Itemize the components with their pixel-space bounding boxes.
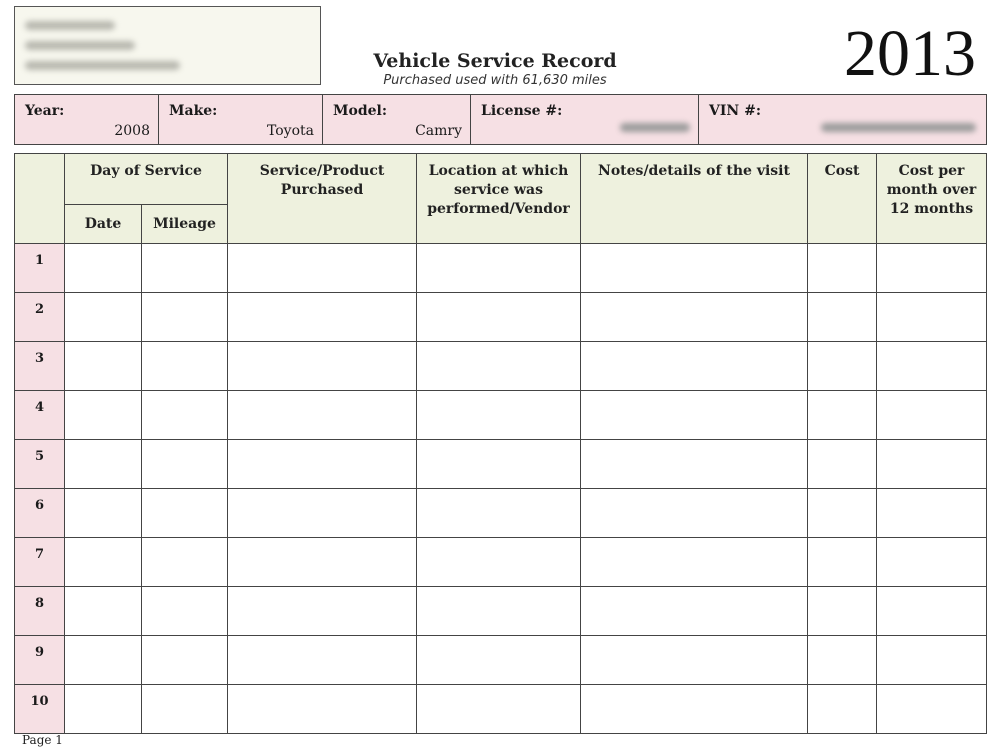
date-cell[interactable] [65, 293, 142, 342]
make-value: Toyota [267, 123, 314, 139]
redacted-vin-value [821, 123, 976, 132]
service-cell[interactable] [228, 440, 417, 489]
row-number: 3 [15, 342, 65, 391]
year-value: 2008 [114, 123, 150, 139]
cost-per-month-cell[interactable] [877, 636, 987, 685]
date-header: Date [65, 205, 142, 244]
cost-cell[interactable] [808, 538, 877, 587]
table-row [15, 440, 987, 489]
model-value: Camry [415, 123, 462, 139]
mileage-cell[interactable] [142, 685, 228, 734]
cost-cell[interactable] [808, 636, 877, 685]
date-cell[interactable] [65, 587, 142, 636]
location-cell[interactable] [417, 440, 581, 489]
vehicle-info-table [14, 94, 987, 145]
cost-per-month-cell[interactable] [877, 244, 987, 293]
redacted-address-box [14, 6, 321, 85]
mileage-header: Mileage [142, 205, 228, 244]
row-number: 8 [15, 587, 65, 636]
date-cell[interactable] [65, 342, 142, 391]
date-cell[interactable] [65, 391, 142, 440]
service-cell[interactable] [228, 342, 417, 391]
mileage-cell[interactable] [142, 342, 228, 391]
location-cell[interactable] [417, 244, 581, 293]
cost-cell[interactable] [808, 391, 877, 440]
location-cell[interactable] [417, 342, 581, 391]
cost-cell[interactable] [808, 440, 877, 489]
make-label: Make: [169, 103, 218, 119]
service-cell[interactable] [228, 587, 417, 636]
service-cell[interactable] [228, 489, 417, 538]
table-row [15, 636, 987, 685]
redacted-text-line [25, 41, 135, 50]
location-cell[interactable] [417, 685, 581, 734]
table-row [15, 489, 987, 538]
day-of-service-header: Day of Service [65, 154, 228, 205]
table-row [15, 587, 987, 636]
notes-cell[interactable] [581, 440, 808, 489]
vin-cell[interactable] [699, 95, 987, 145]
page-number: Page 1 [22, 733, 63, 747]
cost-cell[interactable] [808, 587, 877, 636]
cost-per-month-cell[interactable] [877, 538, 987, 587]
cost-per-month-cell[interactable] [877, 391, 987, 440]
notes-cell[interactable] [581, 489, 808, 538]
date-cell[interactable] [65, 489, 142, 538]
mileage-cell[interactable] [142, 391, 228, 440]
table-row [15, 244, 987, 293]
location-cell[interactable] [417, 391, 581, 440]
location-cell[interactable] [417, 293, 581, 342]
redacted-text-line [25, 61, 180, 70]
row-number: 4 [15, 391, 65, 440]
row-number: 10 [15, 685, 65, 734]
service-cell[interactable] [228, 244, 417, 293]
notes-cell[interactable] [581, 391, 808, 440]
cost-cell[interactable] [808, 293, 877, 342]
make-cell[interactable] [159, 95, 323, 145]
mileage-cell[interactable] [142, 293, 228, 342]
cost-cell[interactable] [808, 244, 877, 293]
service-cell[interactable] [228, 538, 417, 587]
table-row [15, 342, 987, 391]
row-number: 2 [15, 293, 65, 342]
notes-cell[interactable] [581, 538, 808, 587]
cost-header: Cost [808, 154, 877, 244]
date-cell[interactable] [65, 244, 142, 293]
year-label: Year: [25, 103, 65, 119]
service-cell[interactable] [228, 293, 417, 342]
table-row [15, 685, 987, 734]
redacted-license-value [620, 123, 690, 132]
row-number: 9 [15, 636, 65, 685]
mileage-cell[interactable] [142, 244, 228, 293]
notes-cell[interactable] [581, 244, 808, 293]
service-cell[interactable] [228, 636, 417, 685]
cost-cell[interactable] [808, 342, 877, 391]
title-block [340, 50, 650, 90]
license-label: License #: [481, 103, 563, 119]
location-header: Location at which service was performed/Vendor [417, 154, 581, 244]
cost-per-month-cell[interactable] [877, 685, 987, 734]
mileage-cell[interactable] [142, 587, 228, 636]
service-log-body [15, 244, 987, 734]
table-row [15, 538, 987, 587]
date-cell[interactable] [65, 440, 142, 489]
notes-header: Notes/details of the visit [581, 154, 808, 244]
date-cell[interactable] [65, 636, 142, 685]
notes-cell[interactable] [581, 342, 808, 391]
service-log-table [14, 153, 987, 734]
notes-cell[interactable] [581, 685, 808, 734]
page-subtitle: Purchased used with 61,630 miles [383, 73, 607, 88]
row-number: 5 [15, 440, 65, 489]
location-cell[interactable] [417, 538, 581, 587]
location-cell[interactable] [417, 636, 581, 685]
model-cell[interactable] [323, 95, 471, 145]
row-number: 7 [15, 538, 65, 587]
location-cell[interactable] [417, 489, 581, 538]
cost-cell[interactable] [808, 685, 877, 734]
table-row [15, 391, 987, 440]
cost-cell[interactable] [808, 489, 877, 538]
service-product-header: Service/Product Purchased [228, 154, 417, 244]
date-cell[interactable] [65, 538, 142, 587]
service-cell[interactable] [228, 391, 417, 440]
redacted-text-line [25, 21, 115, 30]
date-cell[interactable] [65, 685, 142, 734]
license-cell[interactable] [471, 95, 699, 145]
notes-cell[interactable] [581, 293, 808, 342]
cost-per-month-cell[interactable] [877, 342, 987, 391]
record-year: 2013 [844, 17, 976, 90]
mileage-cell[interactable] [142, 440, 228, 489]
year-cell[interactable] [15, 95, 159, 145]
cost-per-month-cell[interactable] [877, 489, 987, 538]
notes-cell[interactable] [581, 587, 808, 636]
row-number-header [15, 154, 65, 244]
cost-per-month-cell[interactable] [877, 440, 987, 489]
vin-label: VIN #: [709, 103, 761, 119]
location-cell[interactable] [417, 587, 581, 636]
mileage-cell[interactable] [142, 636, 228, 685]
model-label: Model: [333, 103, 388, 119]
cost-per-month-cell[interactable] [877, 587, 987, 636]
service-cell[interactable] [228, 685, 417, 734]
row-number: 6 [15, 489, 65, 538]
mileage-cell[interactable] [142, 489, 228, 538]
mileage-cell[interactable] [142, 538, 228, 587]
row-number: 1 [15, 244, 65, 293]
notes-cell[interactable] [581, 636, 808, 685]
page-title: Vehicle Service Record [373, 50, 617, 72]
cost-per-month-cell[interactable] [877, 293, 987, 342]
cost-per-month-header: Cost per month over 12 months [877, 154, 987, 244]
table-row [15, 293, 987, 342]
